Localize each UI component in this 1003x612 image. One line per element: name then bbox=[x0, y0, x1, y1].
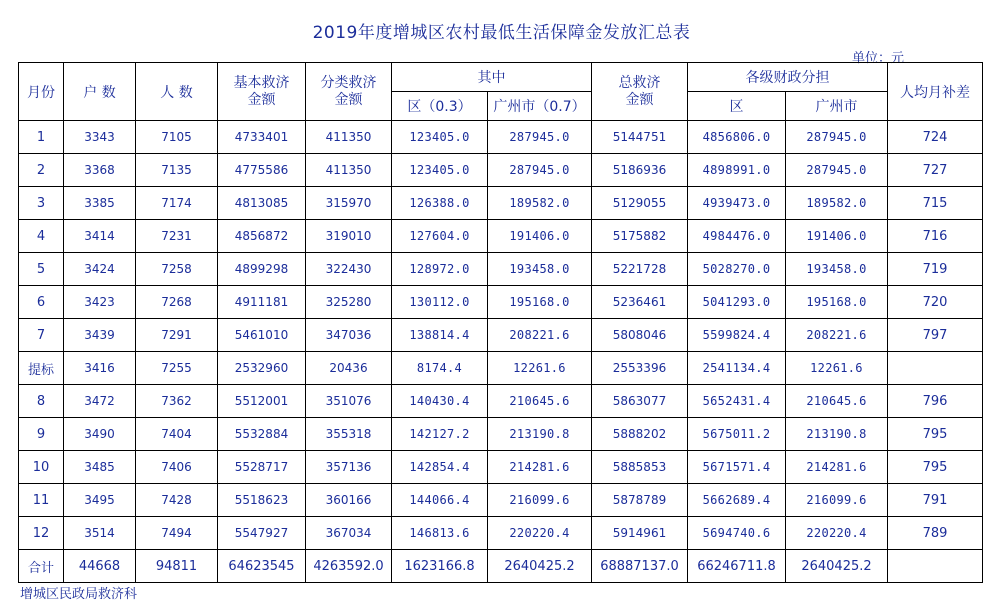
totals-fiscal-district: 66246711.8 bbox=[688, 550, 786, 583]
header-class-relief-line1: 分类救济 bbox=[320, 74, 377, 91]
header-avg-subsidy: 人均月补差 bbox=[888, 63, 983, 121]
cell-fiscal-gz: 216099.6 bbox=[786, 484, 888, 517]
cell-month: 1 bbox=[19, 121, 64, 154]
table-row bbox=[19, 385, 983, 418]
cell-basic: 2532960 bbox=[218, 352, 306, 385]
totals-total: 68887137.0 bbox=[592, 550, 688, 583]
cell-households: 3343 bbox=[64, 121, 136, 154]
cell-month: 7 bbox=[19, 319, 64, 352]
cell-basic: 5528717 bbox=[218, 451, 306, 484]
cell-district: 146813.6 bbox=[392, 517, 488, 550]
totals-label: 合计 bbox=[19, 550, 64, 583]
cell-fiscal-gz: 189582.0 bbox=[786, 187, 888, 220]
cell-class: 20436 bbox=[306, 352, 392, 385]
header-fiscal-district: 区 bbox=[688, 92, 786, 121]
cell-class: 357136 bbox=[306, 451, 392, 484]
cell-avg: 715 bbox=[888, 187, 983, 220]
table-row bbox=[19, 220, 983, 253]
cell-basic: 5532884 bbox=[218, 418, 306, 451]
header-persons: 人 数 bbox=[136, 63, 218, 121]
cell-fiscal-gz: 287945.0 bbox=[786, 154, 888, 187]
cell-basic: 4813085 bbox=[218, 187, 306, 220]
cell-persons: 7406 bbox=[136, 451, 218, 484]
totals-avg bbox=[888, 550, 983, 583]
cell-month: 提标 bbox=[19, 352, 64, 385]
header-fiscal-gz: 广州市 bbox=[786, 92, 888, 121]
cell-district: 138814.4 bbox=[392, 319, 488, 352]
cell-total: 2553396 bbox=[592, 352, 688, 385]
cell-persons: 7105 bbox=[136, 121, 218, 154]
cell-households: 3424 bbox=[64, 253, 136, 286]
cell-class: 319010 bbox=[306, 220, 392, 253]
cell-class: 325280 bbox=[306, 286, 392, 319]
cell-class: 360166 bbox=[306, 484, 392, 517]
cell-month: 5 bbox=[19, 253, 64, 286]
cell-households: 3368 bbox=[64, 154, 136, 187]
cell-avg: 716 bbox=[888, 220, 983, 253]
cell-month: 10 bbox=[19, 451, 64, 484]
header-of-which: 其中 bbox=[392, 63, 592, 92]
header-total-relief-line2: 金额 bbox=[625, 91, 654, 108]
cell-class: 355318 bbox=[306, 418, 392, 451]
footer-department: 增城区民政局救济科 bbox=[20, 587, 138, 602]
cell-persons: 7362 bbox=[136, 385, 218, 418]
cell-basic: 4911181 bbox=[218, 286, 306, 319]
cell-district: 130112.0 bbox=[392, 286, 488, 319]
header-basic-relief-line2: 金额 bbox=[247, 91, 276, 108]
cell-basic: 5518623 bbox=[218, 484, 306, 517]
cell-month: 4 bbox=[19, 220, 64, 253]
cell-district: 140430.4 bbox=[392, 385, 488, 418]
cell-basic: 4856872 bbox=[218, 220, 306, 253]
cell-fiscal-district: 2541134.4 bbox=[688, 352, 786, 385]
cell-fiscal-gz: 191406.0 bbox=[786, 220, 888, 253]
cell-avg: 797 bbox=[888, 319, 983, 352]
cell-total: 5914961 bbox=[592, 517, 688, 550]
cell-gz: 210645.6 bbox=[488, 385, 592, 418]
summary-table bbox=[18, 62, 983, 583]
cell-gz: 191406.0 bbox=[488, 220, 592, 253]
cell-avg bbox=[888, 352, 983, 385]
unit-label: 单位：元 bbox=[852, 51, 905, 66]
cell-total: 5175882 bbox=[592, 220, 688, 253]
cell-persons: 7135 bbox=[136, 154, 218, 187]
cell-gz: 214281.6 bbox=[488, 451, 592, 484]
cell-persons: 7268 bbox=[136, 286, 218, 319]
cell-class: 411350 bbox=[306, 154, 392, 187]
header-gz-share: 广州市（0.7） bbox=[488, 92, 592, 121]
cell-district: 128972.0 bbox=[392, 253, 488, 286]
cell-total: 5808046 bbox=[592, 319, 688, 352]
cell-basic: 4899298 bbox=[218, 253, 306, 286]
cell-basic: 5547927 bbox=[218, 517, 306, 550]
cell-fiscal-gz: 213190.8 bbox=[786, 418, 888, 451]
table-row bbox=[19, 352, 983, 385]
cell-month: 3 bbox=[19, 187, 64, 220]
cell-gz: 195168.0 bbox=[488, 286, 592, 319]
cell-fiscal-district: 4939473.0 bbox=[688, 187, 786, 220]
header-class-relief-line2: 金额 bbox=[334, 91, 363, 108]
header-district-share: 区（0.3） bbox=[392, 92, 488, 121]
cell-district: 123405.0 bbox=[392, 154, 488, 187]
table-row bbox=[19, 319, 983, 352]
cell-fiscal-gz: 208221.6 bbox=[786, 319, 888, 352]
totals-fiscal-gz: 2640425.2 bbox=[786, 550, 888, 583]
cell-fiscal-gz: 287945.0 bbox=[786, 121, 888, 154]
header-total-relief bbox=[592, 63, 688, 121]
cell-persons: 7494 bbox=[136, 517, 218, 550]
table-row bbox=[19, 187, 983, 220]
cell-persons: 7255 bbox=[136, 352, 218, 385]
cell-households: 3472 bbox=[64, 385, 136, 418]
cell-total: 5863077 bbox=[592, 385, 688, 418]
cell-fiscal-district: 4856806.0 bbox=[688, 121, 786, 154]
cell-fiscal-district: 5694740.6 bbox=[688, 517, 786, 550]
totals-class: 4263592.0 bbox=[306, 550, 392, 583]
cell-fiscal-gz: 210645.6 bbox=[786, 385, 888, 418]
header-fiscal-share: 各级财政分担 bbox=[688, 63, 888, 92]
cell-fiscal-district: 5671571.4 bbox=[688, 451, 786, 484]
cell-class: 411350 bbox=[306, 121, 392, 154]
cell-month: 2 bbox=[19, 154, 64, 187]
cell-class: 347036 bbox=[306, 319, 392, 352]
cell-avg: 720 bbox=[888, 286, 983, 319]
cell-gz: 189582.0 bbox=[488, 187, 592, 220]
header-class-relief bbox=[306, 63, 392, 121]
cell-fiscal-gz: 214281.6 bbox=[786, 451, 888, 484]
table-body bbox=[19, 121, 983, 550]
cell-households: 3495 bbox=[64, 484, 136, 517]
header-basic-relief bbox=[218, 63, 306, 121]
cell-gz: 208221.6 bbox=[488, 319, 592, 352]
cell-basic: 4775586 bbox=[218, 154, 306, 187]
cell-persons: 7291 bbox=[136, 319, 218, 352]
totals-persons: 94811 bbox=[136, 550, 218, 583]
cell-fiscal-district: 5041293.0 bbox=[688, 286, 786, 319]
cell-month: 11 bbox=[19, 484, 64, 517]
table-row bbox=[19, 517, 983, 550]
cell-class: 322430 bbox=[306, 253, 392, 286]
cell-fiscal-gz: 220220.4 bbox=[786, 517, 888, 550]
cell-gz: 193458.0 bbox=[488, 253, 592, 286]
cell-fiscal-gz: 193458.0 bbox=[786, 253, 888, 286]
cell-persons: 7174 bbox=[136, 187, 218, 220]
header-month: 月份 bbox=[19, 63, 64, 121]
cell-basic: 4733401 bbox=[218, 121, 306, 154]
totals-gz: 2640425.2 bbox=[488, 550, 592, 583]
cell-fiscal-gz: 195168.0 bbox=[786, 286, 888, 319]
cell-month: 8 bbox=[19, 385, 64, 418]
cell-class: 367034 bbox=[306, 517, 392, 550]
cell-avg: 724 bbox=[888, 121, 983, 154]
cell-avg: 795 bbox=[888, 451, 983, 484]
table-row bbox=[19, 418, 983, 451]
cell-fiscal-district: 4984476.0 bbox=[688, 220, 786, 253]
header-households: 户 数 bbox=[64, 63, 136, 121]
cell-fiscal-district: 5599824.4 bbox=[688, 319, 786, 352]
cell-households: 3485 bbox=[64, 451, 136, 484]
cell-district: 123405.0 bbox=[392, 121, 488, 154]
table-row bbox=[19, 253, 983, 286]
cell-households: 3490 bbox=[64, 418, 136, 451]
cell-fiscal-district: 5028270.0 bbox=[688, 253, 786, 286]
cell-avg: 791 bbox=[888, 484, 983, 517]
cell-total: 5144751 bbox=[592, 121, 688, 154]
cell-class: 351076 bbox=[306, 385, 392, 418]
cell-total: 5878789 bbox=[592, 484, 688, 517]
cell-basic: 5512001 bbox=[218, 385, 306, 418]
cell-households: 3439 bbox=[64, 319, 136, 352]
cell-persons: 7428 bbox=[136, 484, 218, 517]
cell-avg: 789 bbox=[888, 517, 983, 550]
header-basic-relief-line1: 基本救济 bbox=[233, 74, 290, 91]
cell-district: 144066.4 bbox=[392, 484, 488, 517]
cell-fiscal-district: 4898991.0 bbox=[688, 154, 786, 187]
cell-month: 12 bbox=[19, 517, 64, 550]
cell-basic: 5461010 bbox=[218, 319, 306, 352]
cell-avg: 796 bbox=[888, 385, 983, 418]
cell-households: 3414 bbox=[64, 220, 136, 253]
cell-avg: 719 bbox=[888, 253, 983, 286]
cell-fiscal-district: 5675011.2 bbox=[688, 418, 786, 451]
page-title: 2019年度增城区农村最低生活保障金发放汇总表 bbox=[312, 23, 691, 43]
table-row bbox=[19, 484, 983, 517]
cell-households: 3416 bbox=[64, 352, 136, 385]
cell-households: 3385 bbox=[64, 187, 136, 220]
table-row bbox=[19, 121, 983, 154]
cell-total: 5221728 bbox=[592, 253, 688, 286]
cell-district: 142127.2 bbox=[392, 418, 488, 451]
cell-fiscal-gz: 12261.6 bbox=[786, 352, 888, 385]
cell-gz: 287945.0 bbox=[488, 154, 592, 187]
table-row bbox=[19, 451, 983, 484]
totals-district: 1623166.8 bbox=[392, 550, 488, 583]
cell-persons: 7231 bbox=[136, 220, 218, 253]
cell-fiscal-district: 5652431.4 bbox=[688, 385, 786, 418]
cell-total: 5186936 bbox=[592, 154, 688, 187]
cell-avg: 727 bbox=[888, 154, 983, 187]
cell-households: 3514 bbox=[64, 517, 136, 550]
cell-gz: 12261.6 bbox=[488, 352, 592, 385]
cell-gz: 287945.0 bbox=[488, 121, 592, 154]
cell-total: 5129055 bbox=[592, 187, 688, 220]
cell-persons: 7404 bbox=[136, 418, 218, 451]
cell-district: 142854.4 bbox=[392, 451, 488, 484]
totals-households: 44668 bbox=[64, 550, 136, 583]
cell-district: 8174.4 bbox=[392, 352, 488, 385]
cell-district: 126388.0 bbox=[392, 187, 488, 220]
cell-persons: 7258 bbox=[136, 253, 218, 286]
cell-avg: 795 bbox=[888, 418, 983, 451]
totals-row bbox=[19, 550, 983, 583]
cell-households: 3423 bbox=[64, 286, 136, 319]
cell-gz: 220220.4 bbox=[488, 517, 592, 550]
cell-total: 5885853 bbox=[592, 451, 688, 484]
cell-total: 5236461 bbox=[592, 286, 688, 319]
cell-gz: 216099.6 bbox=[488, 484, 592, 517]
cell-month: 9 bbox=[19, 418, 64, 451]
cell-class: 315970 bbox=[306, 187, 392, 220]
cell-district: 127604.0 bbox=[392, 220, 488, 253]
totals-basic: 64623545 bbox=[218, 550, 306, 583]
cell-total: 5888202 bbox=[592, 418, 688, 451]
cell-gz: 213190.8 bbox=[488, 418, 592, 451]
table-row bbox=[19, 154, 983, 187]
cell-fiscal-district: 5662689.4 bbox=[688, 484, 786, 517]
header-total-relief-line1: 总救济 bbox=[618, 74, 661, 91]
cell-month: 6 bbox=[19, 286, 64, 319]
table-row bbox=[19, 286, 983, 319]
